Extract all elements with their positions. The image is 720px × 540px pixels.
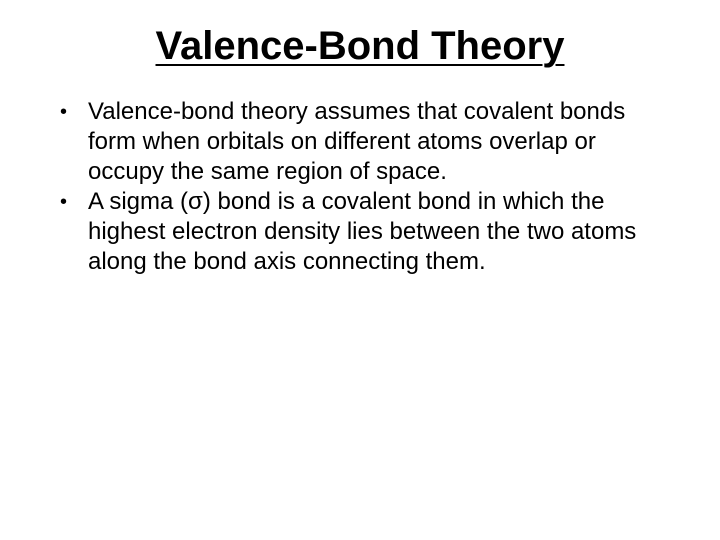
bullet-icon: • <box>60 191 68 213</box>
bullet-icon: • <box>60 101 68 123</box>
bullet-text-sigma-bond: A sigma (σ) bond is a covalent bond in which the highest electron density lies between the two atoms along the bond axis connecting them. <box>88 188 637 275</box>
bullet-item-valence-bond <box>60 97 670 187</box>
bullet-list <box>60 97 670 277</box>
bullet-item-sigma-bond <box>60 187 670 277</box>
slide-title: Valence-Bond Theory <box>155 24 565 68</box>
bullet-text-valence-bond: Valence-bond theory assumes that covalent bonds form when orbitals on different atoms overlap or occupy the same region of space. <box>88 98 626 185</box>
